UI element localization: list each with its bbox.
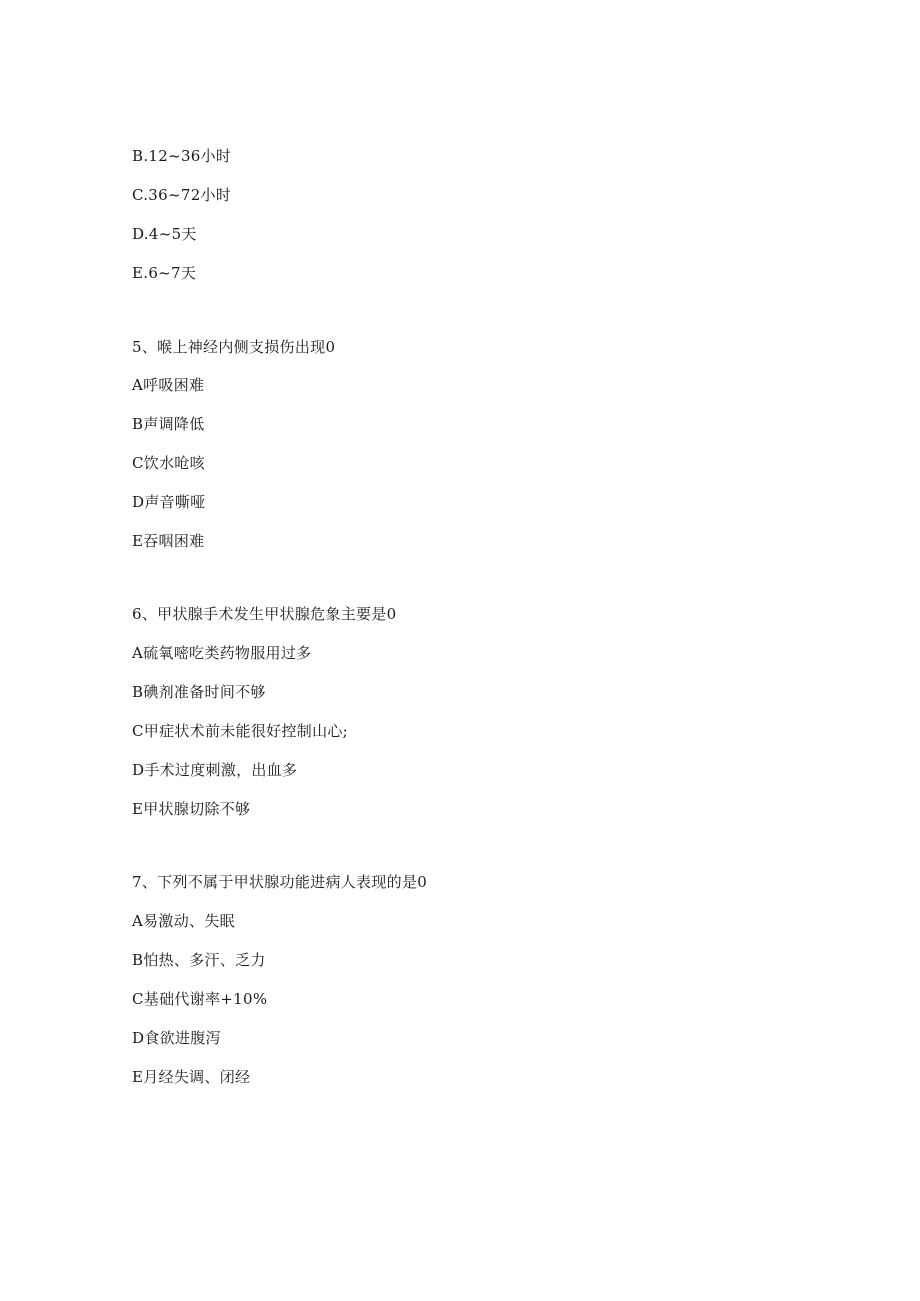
option-e: E.6~7天 <box>132 264 197 282</box>
option-b: B声调降低 <box>132 415 205 433</box>
option-a: A硫氧嘧吃类药物服用过多 <box>132 644 312 662</box>
option-d: D手术过度刺激，出血多 <box>132 761 298 779</box>
option-a: A易激动、失眠 <box>132 912 235 930</box>
option-b: B碘剂准备时间不够 <box>132 683 266 701</box>
option-e: E月经失调、闭经 <box>132 1068 251 1086</box>
option-d: D食欲进腹泻 <box>132 1029 221 1047</box>
option-c: C.36~72小时 <box>132 186 232 204</box>
option-c: C甲症状术前未能很好控制山心; <box>132 722 349 740</box>
question-stem: 5、喉上神经内侧支损伤出现0 <box>132 338 336 356</box>
question-stem: 6、甲状腺手术发生甲状腺危象主要是0 <box>132 605 397 623</box>
option-c: C基础代谢率+10% <box>132 990 268 1008</box>
option-c: C饮水呛咳 <box>132 454 205 472</box>
option-d: D声音嘶哑 <box>132 493 206 511</box>
option-e: E吞咽困难 <box>132 532 205 550</box>
option-b: B.12~36小时 <box>132 147 232 165</box>
option-b: B怕热、多汗、乏力 <box>132 951 266 969</box>
option-e: E甲状腺切除不够 <box>132 800 251 818</box>
option-d: D.4~5天 <box>132 225 197 243</box>
option-a: A呼吸困难 <box>132 376 205 394</box>
question-stem: 7、下列不属于甲状腺功能进病人表现的是0 <box>132 873 428 891</box>
